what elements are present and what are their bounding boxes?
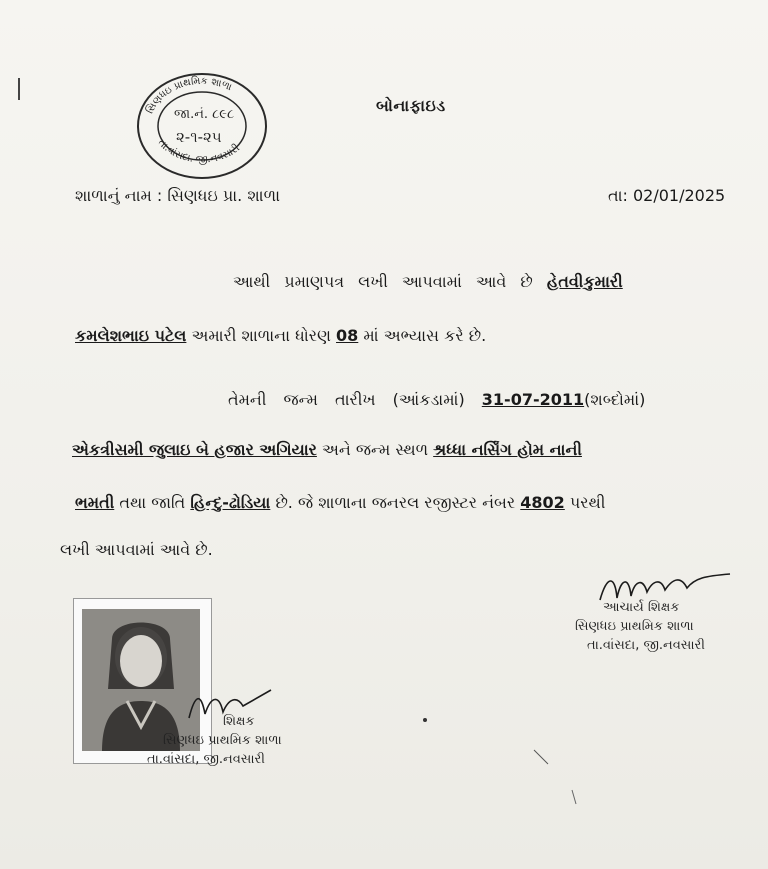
stamp-outer-text: સિણધઇ પ્રાથમિક શાળા	[144, 75, 234, 116]
dob-label: તેમની જન્મ તારીખ (આંકડામાં)	[228, 390, 465, 409]
caste-value: હિન્દુ-ઢોડિયા	[190, 493, 271, 512]
register-number: 4802	[520, 493, 565, 512]
edge-mark	[18, 78, 20, 100]
from-text: પરથી	[569, 493, 606, 512]
dob-words-label: (શબ્દોમાં)	[584, 390, 646, 409]
teacher-place: તા.વાંસદા, જી.નવસારી	[147, 752, 265, 767]
stamp-date: ૨-૧-૨૫	[176, 128, 222, 146]
body-line-4	[72, 440, 582, 460]
birth-place: શ્રધ્ધા નર્સિંગ હોમ નાની	[433, 440, 582, 459]
study-text: માં અભ્યાસ કરે છે.	[363, 326, 487, 345]
teacher-school: સિણધઇ પ્રાથમિક શાળા	[163, 733, 282, 748]
document-title: બોનાફાઇડ	[376, 96, 446, 115]
dob-digits: 31-07-2011	[481, 390, 585, 409]
teacher-role: શિક્ષક	[223, 714, 255, 729]
standard-label: અમારી શાળાના ધોરણ	[191, 326, 331, 345]
student-last-name: કમલેશભાઇ પટેલ	[75, 326, 187, 345]
stamp-bottom-text: તા.વાંસદા. જી.નવસારી	[155, 137, 242, 166]
stamp-number: જા.નં. ૮૯૮	[174, 107, 235, 122]
birth-place-cont: ભમતી	[75, 493, 115, 512]
birth-place-label: અને જન્મ સ્થળ	[321, 440, 429, 459]
principal-school: સિણધઇ પ્રાથમિક શાળા	[575, 619, 694, 634]
dob-words: એકત્રીસમી જુલાઇ બે હજાર અગિયાર	[72, 440, 317, 459]
closing-text: લખી આપવામાં આવે છે.	[60, 540, 213, 559]
body-line-6	[60, 540, 213, 560]
caste-label: તથા જાતિ	[119, 493, 186, 512]
student-first-name: હેતવીકુમારી	[546, 272, 623, 291]
teacher-signature-block	[145, 690, 295, 767]
principal-place: તા.વાંસદા, જી.નવસારી	[587, 638, 705, 653]
certify-text: આથી પ્રમાણપત્ર લખી આપવામાં આવે છે	[233, 272, 533, 291]
principal-signature	[595, 570, 735, 606]
document-date: તા: 02/01/2025	[608, 186, 726, 205]
standard-value: 08	[336, 326, 359, 345]
body-line-2	[75, 326, 486, 346]
register-label: છે. જે શાળાના જનરલ રજીસ્ટર નંબર	[275, 493, 516, 512]
principal-role: આચાર્ય શિક્ષક	[603, 600, 680, 615]
teacher-signature	[185, 684, 275, 724]
scan-speck	[423, 718, 427, 722]
body-line-1	[233, 272, 623, 292]
school-stamp	[134, 70, 274, 180]
body-line-3	[228, 390, 645, 410]
principal-signature-block	[575, 578, 755, 653]
body-line-5	[75, 493, 605, 513]
scan-stroke	[532, 748, 552, 768]
scan-stroke	[570, 788, 580, 808]
school-name-label: શાળાનું નામ : સિણધઇ પ્રા. શાળા	[75, 186, 280, 205]
